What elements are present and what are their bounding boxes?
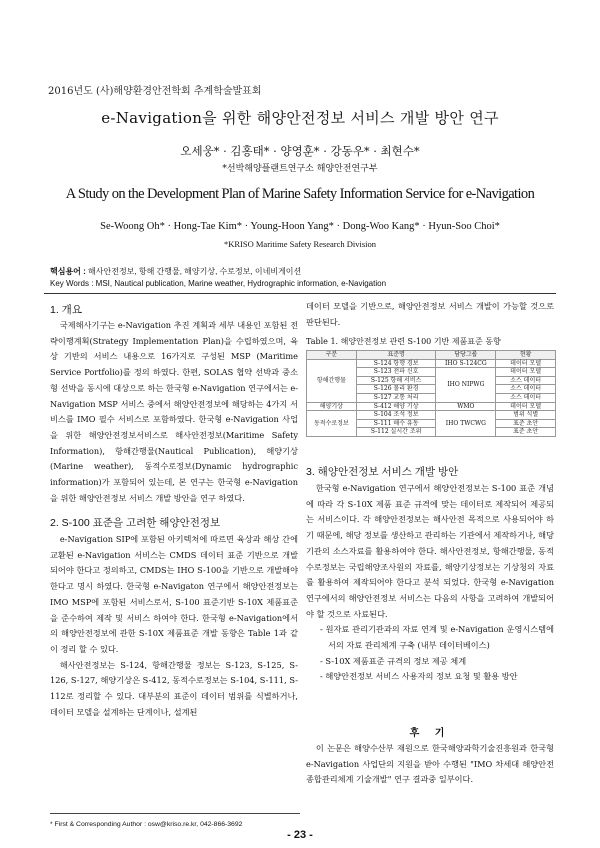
table-cell: 소스 데이터 (496, 376, 556, 385)
table-header-cell: 담당그룹 (436, 351, 496, 360)
section-3-bullet-list (306, 622, 554, 685)
title-korean: e-Navigation을 위한 해양안전정보 서비스 개발 방안 연구 (101, 109, 499, 127)
keywords-korean (50, 266, 301, 277)
affiliation-english: *KRISO Maritime Safety Research Division (223, 239, 377, 249)
section-1-paragraph: 국제해사기구는 e-Navigation 추진 계획과 세부 내용인 포함된 전략이행계획(Strategy Implementation Plan)을 수립하였으며, 육상 기반의 서비스 내용으로 16가지로 구성된 MSP (Maritime Service Portfolio)를 정의 하였다. 한편, SOLAS 협약 선박과 중소형 선박을 동시에 대상으로 하는 한국형 e-Navigation 연구에서는 e-Navigation MSP 서비스 중에서 해양안전정보에 해당하는 4가지 서비스를 IMO 필수 서비스로 포함하였다. 한국형 e-Navigation 사업을 위한 해양안전정보서비스로 해사안전정보(Maritime Safety Information), 항해간행물(Nautical Publication), 해양기상(Marine weather), 동적수로정보(Dynamic hydrographic information)가 포함되어 있는데, 본 연구는 한국형 e-Navigation을 위한 해양안전정보 서비스 개발 방안을 연구 하였다. (50, 320, 298, 503)
section-2-heading: 2. S-100 표준을 고려한 해양안전정보 (50, 517, 221, 529)
table-cell: S-124 항행 경보 (356, 359, 436, 368)
table-cell: S-127 교통 처리 (356, 393, 436, 402)
table-cell: WMO (436, 402, 496, 411)
section-2-paragraph-1: e-Navigation SIP에 포함된 아키텍처에 따르면 육상과 해상 간에 교환된 e-Navigation 서비스는 CMDS 데이터 표준 기반으로 개발되어야 한다고 정의하고, CMDS는 IHO S-100을 기반으로 개발해야 한다고 명시 하였다. 한국형 e-Navigaton 연구에서 해양안전정보는 IMO MSP에 포함된 서비스로서, S-100 표준기반 S-10X 제품표준을 준수하여 제작 및 서비스 하여야 한다. 한국형 e-Navigation에서의 해양안전정보에 관한 S-10X 제품표준 개발 동향은 Table 1과 같이 정리 할 수 있다. (50, 534, 298, 654)
table-1-caption: Table 1. 해양안전정보 관련 S-100 기반 제품표준 동향 (306, 337, 501, 346)
table-cell: 소스 데이터 (496, 393, 556, 402)
acknowledgment-heading: 후 기 (409, 728, 451, 739)
table-cell: 데이터 모델 (496, 368, 556, 377)
table-cell: 동적수로정보 (307, 411, 357, 437)
table-cell: 범위 식별 (496, 411, 556, 420)
table-cell: IHO S-124CG (436, 359, 496, 368)
table-row (307, 411, 556, 420)
table-cell: S-111 해수 유동 (356, 419, 436, 428)
table-cell: S-123 전파 신호 (356, 368, 436, 377)
footnote-divider (50, 813, 300, 814)
section-2-paragraph-3: 데이터 모델을 기반으로, 해양안전정보 서비스 개발이 가능할 것으로 판단된다. (306, 301, 554, 327)
keywords-english (50, 279, 386, 288)
section-3-paragraph: 한국형 e-Navigation 연구에서 해양안전정보는 S-100 표준 개념에 따라 각 S-10X 제품 표준 규격에 맞는 데이터로 제작되어 제공되는 서비스이다. 각 해양안전정보는 해사안전 목적으로 사용되어야 하기 때문에, 해당 정보를 생산하고 관리하는 기관에서 제작하거나, 해당 기관의 소스자료를 활용하여야 한다. 해사안전정보, 항해간행물, 동적수로정보는 국립해양조사원의 자료를, 해양기상정보는 기상청의 자료를 활용하여 제작되어야 한다고 분석 되었다. 한국형 e-Navigation 연구에서의 해양안전정보 서비스는 다음의 사항을 고려하여 개발되어야 할 것으로 사료된다. (306, 483, 554, 619)
section-3-body (306, 481, 554, 685)
list-item: - 원자료 관리기관과의 자료 연계 및 e-Navigation 운영시스템에서의 자료 관리체계 구축 (내부 데이터베이스) (320, 624, 554, 651)
keywords-english-text: MSI, Nautical publication, Marine weather, Hydrographic information, e-Navigation (95, 279, 387, 288)
section-2-continued (306, 299, 554, 330)
table-cell: 표준 초안 (496, 428, 556, 437)
authors-english: Se-Woong Oh* · Hong-Tae Kim* · Young-Hoon Yang* · Dong-Woo Kang* · Hyun-Soo Choi* (100, 221, 500, 232)
table-cell: S-104 조석 정보 (356, 411, 436, 420)
table-1 (306, 350, 556, 437)
table-header-row (307, 351, 556, 360)
table-cell: 표준 초안 (496, 419, 556, 428)
footnote: * First & Corresponding Author : osw@kriso.re.kr, 042-866-3692 (50, 821, 243, 828)
table-cell: 항해간행물 (307, 359, 357, 402)
table-cell: S-412 해양 기상 (356, 402, 436, 411)
section-1-body (50, 318, 298, 506)
keywords-korean-text: 해사안전정보, 항해 간행물, 해양기상, 수로정보, 이네비게이션 (88, 267, 302, 276)
table-header-cell: 현황 (496, 351, 556, 360)
authors-korean: 오세웅* · 김홍태* · 양영훈* · 강동우* · 최현수* (180, 144, 420, 158)
list-item: - S-10X 제품표준 규격의 정보 제공 체계 (320, 655, 467, 666)
table-header-cell: 구분 (307, 351, 357, 360)
keywords-divider (44, 293, 556, 294)
section-1-heading: 1. 개요 (50, 304, 82, 316)
keywords-korean-label: 핵심용어 : (50, 267, 86, 276)
table-header-cell: 표준명 (356, 351, 436, 360)
keywords-english-label: Key Words : (50, 279, 94, 288)
table-row (307, 359, 556, 368)
section-2-paragraph-2: 해사안전정보는 S-124, 항해간행물 정보는 S-123, S-125, S-126, S-127, 해양기상은 S-412, 동적수로정보는 S-104, S-111, S-112로 정리할 수 있다. 대부분의 표준이 데이터 범위를 식별하거나, 데이터 모델을 설계하는 단계이나, 설계된 (50, 659, 298, 717)
table-cell: S-126 물리 환경 (356, 385, 436, 394)
table-cell: S-112 실시간 조위 (356, 428, 436, 437)
section-3-heading: 3. 해양안전정보 서비스 개발 방안 (306, 466, 459, 478)
acknowledgment-body (306, 741, 554, 788)
table-cell: IHO TWCWG (436, 411, 496, 437)
section-2-body (50, 532, 298, 720)
title-english: A Study on the Development Plan of Marine Safety Information Service for e-Navigation (65, 186, 535, 202)
table-cell: 데이터 모델 (496, 402, 556, 411)
table-cell: 소스 데이터 (496, 385, 556, 394)
table-cell: 데이터 모델 (496, 359, 556, 368)
page-number: - 23 - (287, 829, 313, 841)
table-cell: S-125 항해 서비스 (356, 376, 436, 385)
acknowledgment-paragraph: 이 논문은 해양수산부 재원으로 한국해양과학기술진흥원과 한국형 e-Navigation 사업단의 지원을 받아 수행된 "IMO 차세대 해양안전종합관리체계 기술개발" 연구 결과중 일부이다. (306, 743, 554, 785)
table-cell: 해양기상 (307, 402, 357, 411)
conference-header: 2016년도 (사)해양환경안전학회 추계학술발표회 (48, 86, 262, 97)
table-row (307, 402, 556, 411)
table-cell: IHO NIPWG (436, 368, 496, 402)
list-item: - 해양안전정보 서비스 사용자의 정보 요청 및 활용 방안 (320, 671, 518, 682)
affiliation-korean: *선박해양플랜트연구소 해양안전연구부 (222, 164, 378, 174)
